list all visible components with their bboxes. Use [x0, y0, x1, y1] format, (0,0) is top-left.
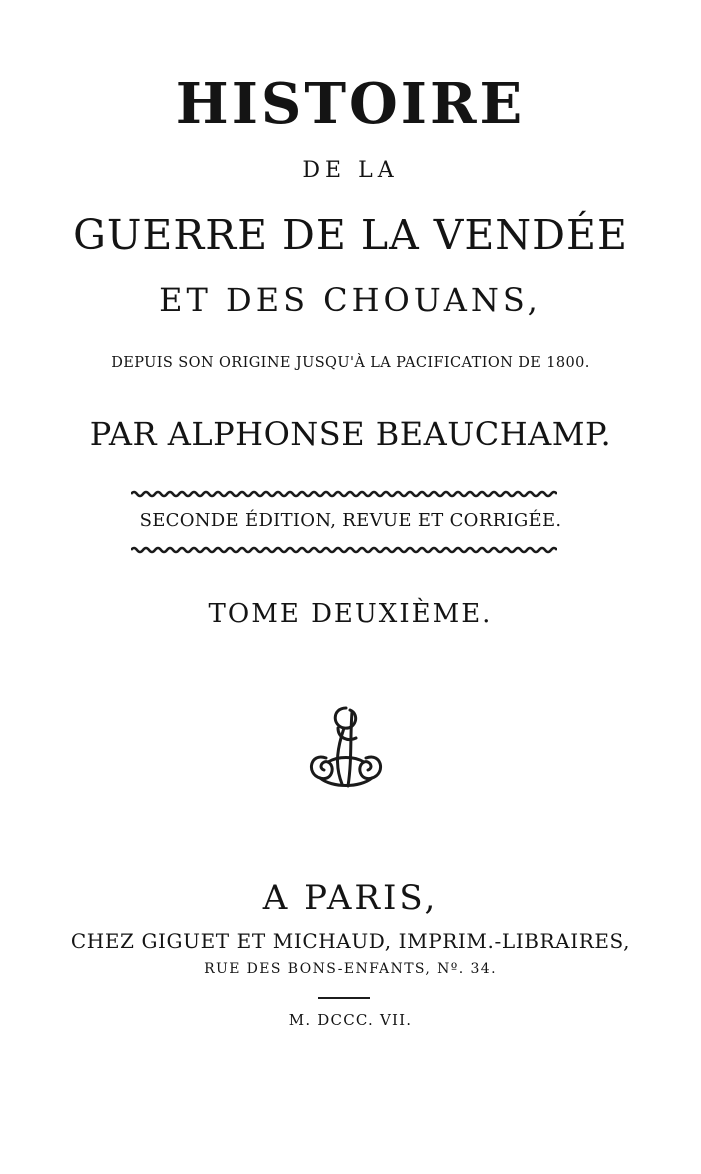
imprint-printer: CHEZ GIGUET ET MICHAUD, IMPRIM.-LIBRAIRES, [70, 929, 631, 953]
subject-line-1: GUERRE DE LA VENDÉE [73, 211, 628, 259]
imprint-rule [318, 997, 370, 999]
title-connector: DE LA [302, 158, 399, 183]
subject-line-2: ET DES CHOUANS, [159, 281, 542, 319]
edition-line: SECONDE ÉDITION, REVUE ET CORRIGÉE. [139, 510, 562, 531]
imprint-address: RUE DES BONS-ENFANTS, Nº. 34. [204, 961, 497, 977]
imprint-city: A PARIS, [262, 878, 439, 918]
author-line: PAR ALPHONSE BEAUCHAMP. [89, 415, 612, 453]
imprint-date: M. DCCC. VII. [288, 1011, 413, 1029]
monogram-ornament [298, 698, 394, 794]
scope-line: DEPUIS SON ORIGINE JUSQU'À LA PACIFICATION DE 1800. [111, 355, 590, 371]
wavy-rule-bottom [131, 546, 557, 554]
book-title: HISTOIRE [175, 71, 526, 137]
volume-line: TOME DEUXIÈME. [208, 599, 493, 629]
wavy-rule-top [131, 490, 557, 498]
